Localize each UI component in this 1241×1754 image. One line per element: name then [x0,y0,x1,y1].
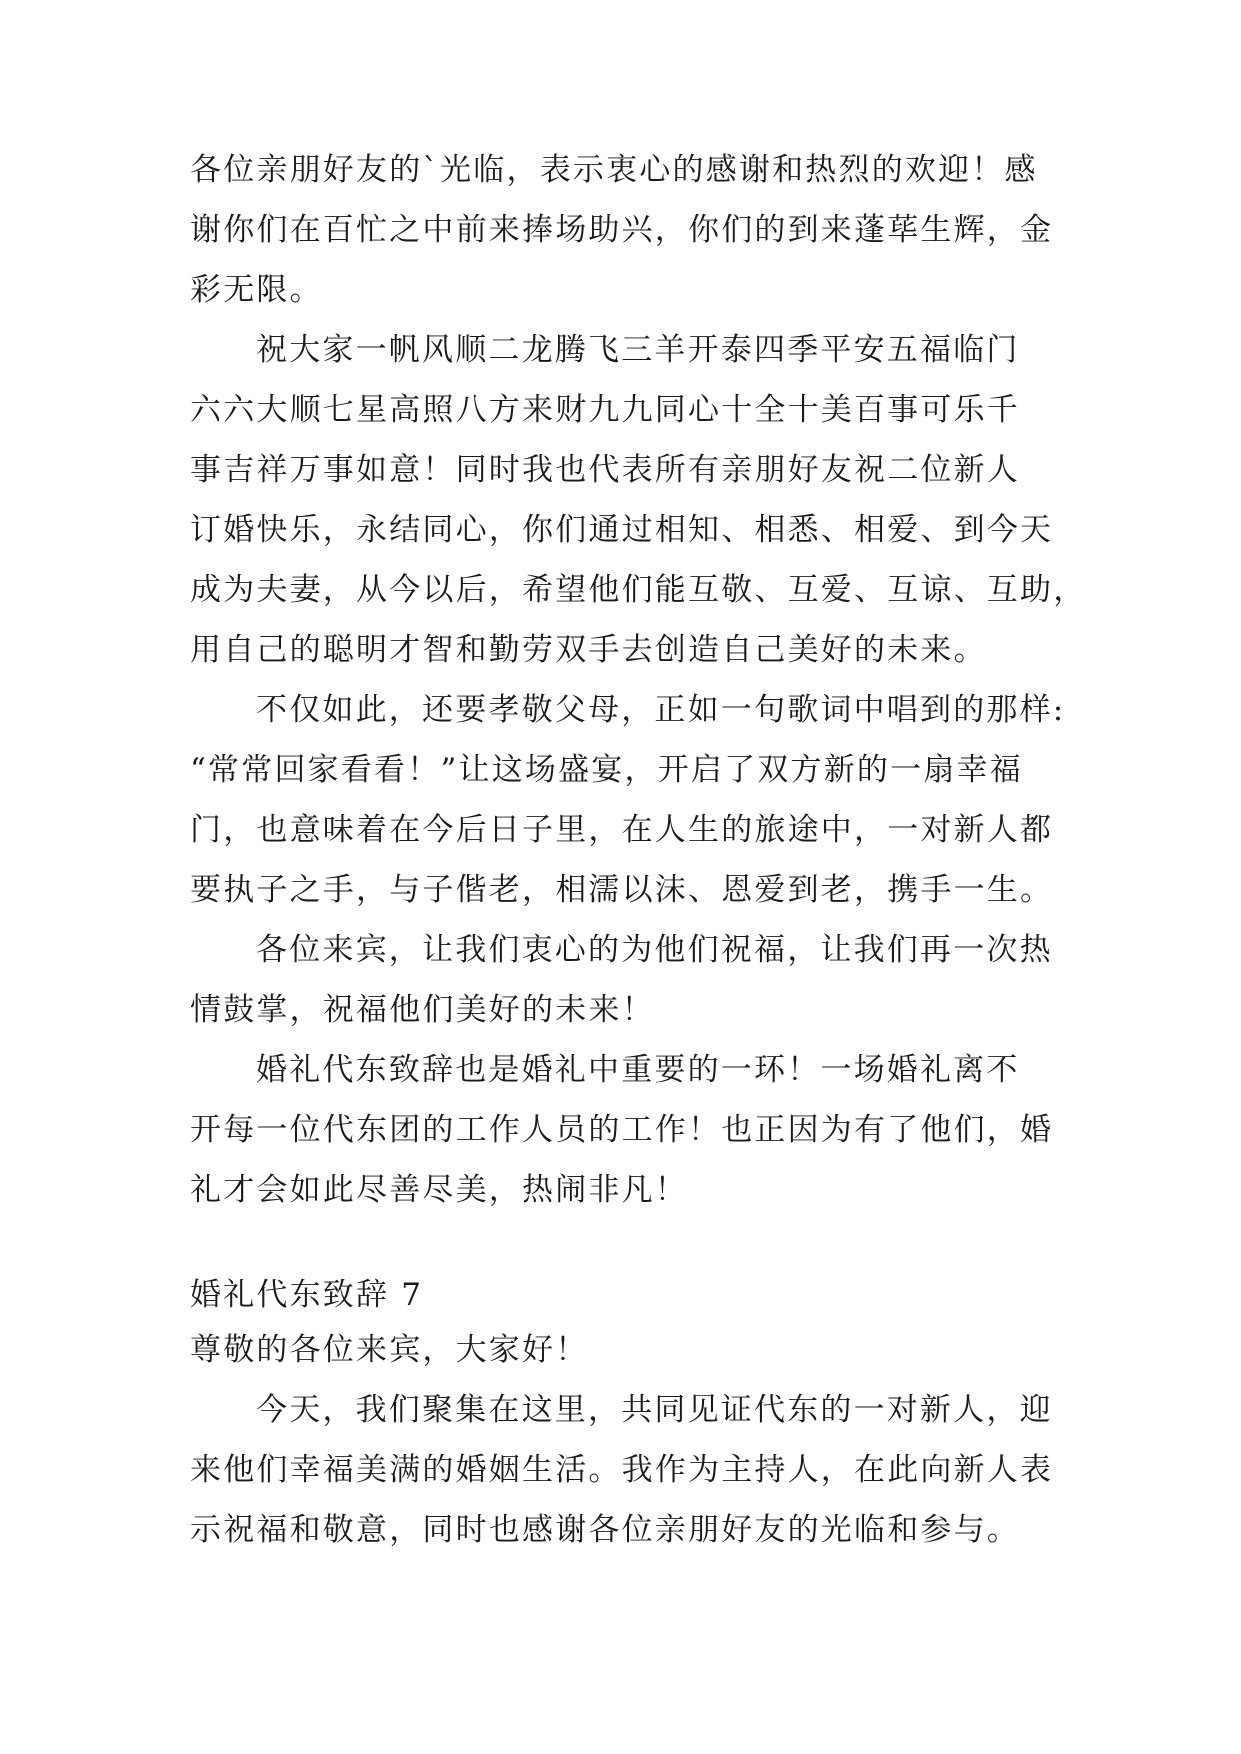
paragraph-line: 谢你们在百忙之中前来捧场助兴，你们的到来蓬荜生辉，金 [190,212,1054,248]
salutation-line: 尊敬的各位来宾，大家好！ [190,1332,589,1368]
paragraph-line: 要执子之手，与子偕老，相濡以沫、恩爱到老，携手一生。 [190,872,1054,908]
paragraph-line: 礼才会如此尽善尽美，热闹非凡！ [190,1172,688,1208]
paragraph-line: 婚礼代东致辞也是婚礼中重要的一环！一场婚礼离不 [256,1052,1020,1088]
paragraph-line: 事吉祥万事如意！同时我也代表所有亲朋好友祝二位新人 [190,452,1020,488]
paragraph-line: 各位亲朋好友的`光临，表示衷心的感谢和热烈的欢迎！感 [190,152,1038,188]
paragraph-line: 彩无限。 [190,272,323,308]
paragraph-line: 成为夫妻，从今以后，希望他们能互敬、互爱、互谅、互助， [190,572,1087,608]
paragraph-line: 情鼓掌，祝福他们美好的未来！ [190,992,655,1028]
paragraph-line: 开每一位代东团的工作人员的工作！也正因为有了他们，婚 [190,1112,1054,1148]
paragraph-line: “常常回家看看！”让这场盛宴，开启了双方新的一扇幸福 [190,752,1023,788]
paragraph-line: 祝大家一帆风顺二龙腾飞三羊开泰四季平安五福临门 [256,332,1020,368]
paragraph-line: 门，也意味着在今后日子里，在人生的旅途中，一对新人都 [190,812,1054,848]
paragraph-line: 不仅如此，还要孝敬父母，正如一句歌词中唱到的那样: [256,692,1066,728]
paragraph-line: 六六大顺七星高照八方来财九九同心十全十美百事可乐千 [190,392,1020,428]
paragraph-line: 各位来宾，让我们衷心的为他们祝福，让我们再一次热 [256,932,1053,968]
paragraph-line: 今天，我们聚集在这里，共同见证代东的一对新人，迎 [256,1392,1053,1428]
paragraph-line: 示祝福和敬意，同时也感谢各位亲朋好友的光临和参与。 [190,1512,1020,1548]
paragraph-line: 用自己的聪明才智和勤劳双手去创造自己美好的未来。 [190,632,987,668]
paragraph-line: 来他们幸福美满的婚姻生活。我作为主持人，在此向新人表 [190,1452,1054,1488]
section-heading: 婚礼代东致辞 7 [190,1277,424,1313]
paragraph-line: 订婚快乐，永结同心，你们通过相知、相悉、相爱、到今天 [190,512,1054,548]
